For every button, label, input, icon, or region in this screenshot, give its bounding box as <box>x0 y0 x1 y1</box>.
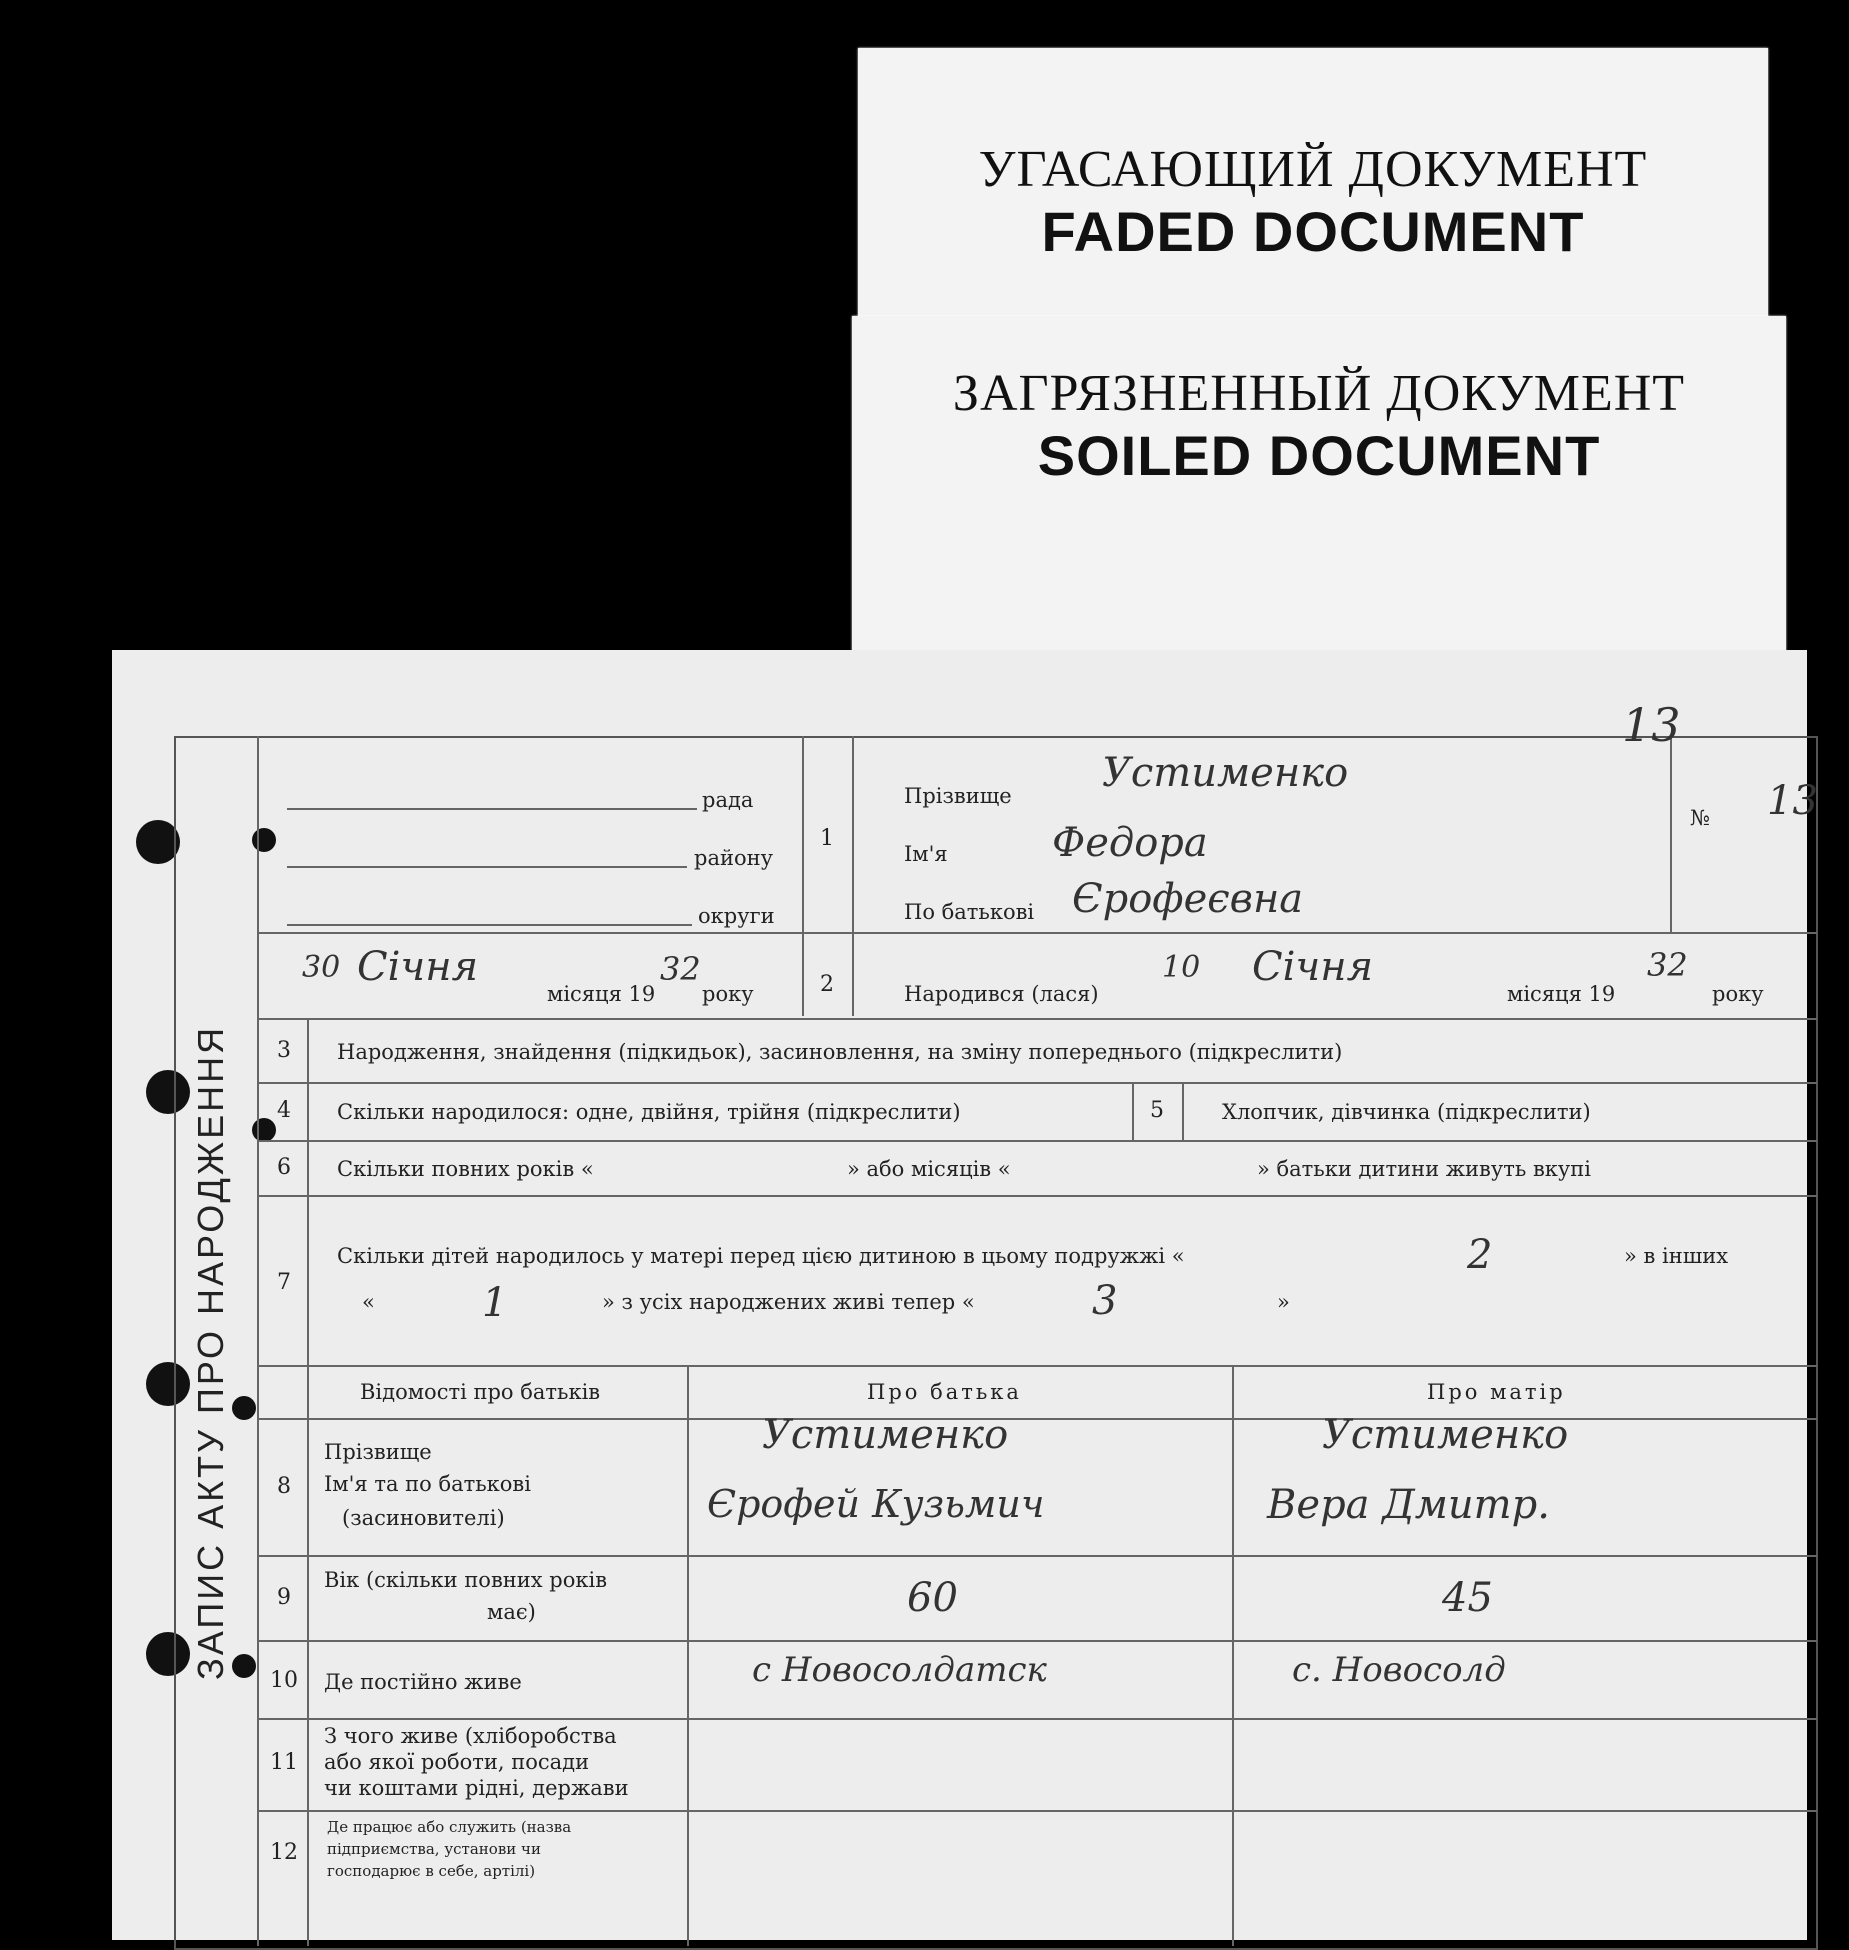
row9-line2: має) <box>487 1600 536 1624</box>
name-value: Федора <box>1052 820 1208 866</box>
section-number: 8 <box>277 1474 291 1499</box>
section-number: 10 <box>270 1668 298 1693</box>
registration-year: 32 <box>660 950 701 988</box>
row5-text: Хлопчик, дівчинка (підкреслити) <box>1222 1100 1591 1124</box>
row9-line1: Вік (скільки повних років <box>324 1568 608 1592</box>
children-other-value: 1 <box>482 1280 508 1326</box>
row6-c: » батьки дитини живуть вкупі <box>1257 1157 1591 1181</box>
faded-document-label <box>858 48 1768 318</box>
father-surname: Устименко <box>762 1412 1009 1458</box>
birth-year-label: року <box>1712 982 1764 1006</box>
father-place: с Новосолдатск <box>752 1650 1047 1690</box>
row3-text: Народження, знайдення (підкидьок), засиновлення, на зміну попереднього (підкреслити) <box>337 1040 1343 1064</box>
row12-line1: Де працює або служить (назва <box>327 1818 572 1836</box>
patronymic-value: Єрофеєвна <box>1072 876 1304 922</box>
form-title: ЗАПИС АКТУ ПРО НАРОДЖЕННЯ <box>190 1024 231 1680</box>
okrugy-label: округи <box>698 904 775 928</box>
row7-d: » з усіх народжених живі тепер « <box>602 1290 975 1314</box>
row11-line2: або якої роботи, посади <box>324 1750 590 1774</box>
section-number: 9 <box>277 1585 291 1610</box>
section-number: 2 <box>820 972 834 997</box>
raion-label: району <box>694 846 773 870</box>
faded-label-ru: УГАСАЮЩИЙ ДОКУМЕНТ <box>978 141 1648 198</box>
soiled-label-ru: ЗАГРЯЗНЕННЫЙ ДОКУМЕНТ <box>952 365 1686 422</box>
soiled-document-label <box>852 316 1786 676</box>
section-number: 5 <box>1150 1098 1164 1123</box>
section-number: 12 <box>270 1840 298 1865</box>
row6-b: » або місяців « <box>847 1157 1011 1181</box>
section-number: 11 <box>270 1750 298 1775</box>
section-number: 6 <box>277 1155 291 1180</box>
row8-line2: Ім'я та по батькові <box>324 1472 531 1496</box>
mother-surname: Устименко <box>1322 1412 1569 1458</box>
section-number: 3 <box>277 1038 291 1063</box>
name-label: Ім'я <box>904 842 948 866</box>
row12-line2: підприємства, установи чи <box>327 1840 541 1858</box>
father-age: 60 <box>907 1575 958 1621</box>
soiled-label-en: SOILED DOCUMENT <box>1037 424 1601 487</box>
row7-e: » <box>1277 1290 1290 1314</box>
surname-value: Устименко <box>1102 750 1349 796</box>
mother-name: Вера Дмитр. <box>1267 1482 1550 1528</box>
section-number: 7 <box>277 1270 291 1295</box>
birth-record-form <box>112 650 1818 1940</box>
row4-text: Скільки народилося: одне, двійня, трійня (підкреслити) <box>337 1100 961 1124</box>
mother-age: 45 <box>1442 1575 1493 1621</box>
birth-year: 32 <box>1647 946 1688 984</box>
corner-number: 13 <box>1622 698 1681 752</box>
father-header: Про батька <box>867 1380 1022 1404</box>
section-number: 1 <box>820 826 834 851</box>
parents-info-header: Відомості про батьків <box>360 1380 601 1404</box>
row6-a: Скільки повних років « <box>337 1157 594 1181</box>
row10-text: Де постійно живе <box>324 1670 522 1694</box>
surname-label: Прізвище <box>904 784 1012 808</box>
children-alive-value: 3 <box>1092 1278 1118 1324</box>
born-label: Народився (лася) <box>904 982 1099 1006</box>
row8-line3: (засиновителі) <box>342 1506 505 1530</box>
row8-line1: Прізвище <box>324 1440 432 1464</box>
record-number-value: 13 <box>1767 778 1818 824</box>
row7-a: Скільки дітей народилось у матері перед цією дитиною в цьому подружжі « <box>337 1244 1185 1268</box>
birth-day: 10 <box>1162 950 1201 985</box>
children-before-value: 2 <box>1467 1232 1493 1278</box>
section-number: 4 <box>277 1098 291 1123</box>
birth-month-year-label: місяця 19 <box>1507 982 1616 1006</box>
faded-label-en: FADED DOCUMENT <box>1041 200 1585 263</box>
row11-line3: чи коштами рідні, держави <box>324 1776 629 1800</box>
mother-place: с. Новосолд <box>1292 1650 1506 1690</box>
mother-header: Про матір <box>1427 1380 1566 1404</box>
registration-day: 30 <box>302 950 341 985</box>
row12-line3: господарює в себе, артілі) <box>327 1862 536 1880</box>
number-label: № <box>1690 806 1710 830</box>
birth-month: Січня <box>1252 944 1374 990</box>
rada-label: рада <box>702 788 754 812</box>
patronymic-label: По батькові <box>904 900 1035 924</box>
father-name: Єрофей Кузьмич <box>707 1482 1045 1526</box>
row7-b: » в інших <box>1624 1244 1729 1268</box>
year-label: року <box>702 982 754 1006</box>
row11-line1: З чого живе (хліборобства <box>324 1724 617 1748</box>
month-year-label: місяця 19 <box>547 982 656 1006</box>
registration-month: Січня <box>357 944 479 990</box>
row7-c: « <box>362 1290 375 1314</box>
